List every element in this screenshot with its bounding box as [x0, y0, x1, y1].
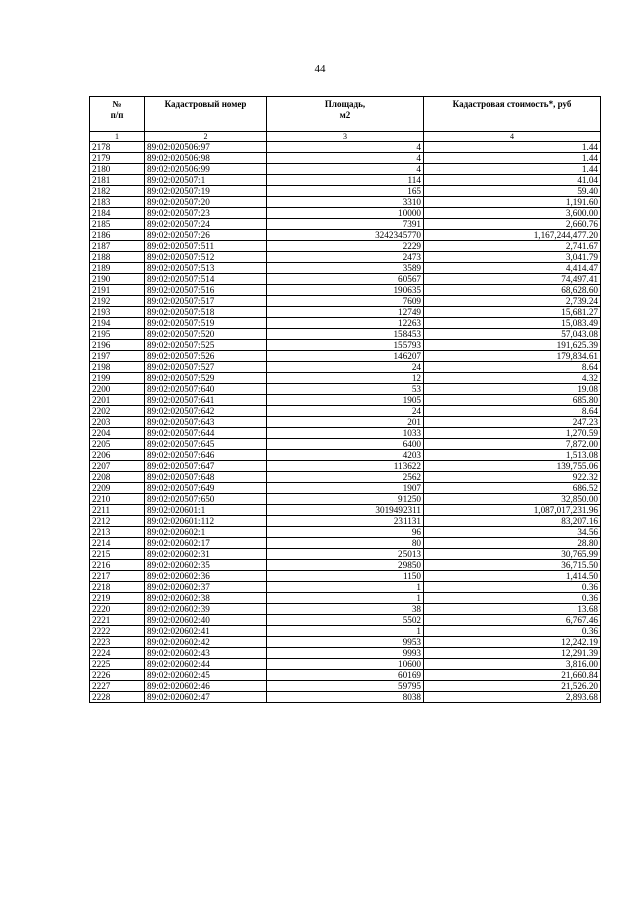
area-value: 1 — [267, 593, 424, 604]
row-number: 2195 — [90, 329, 145, 340]
row-number: 2218 — [90, 582, 145, 593]
row-number: 2206 — [90, 450, 145, 461]
cadastral-number: 89:02:020602:36 — [145, 571, 267, 582]
cadastral-number: 89:02:020602:41 — [145, 626, 267, 637]
row-number: 2223 — [90, 637, 145, 648]
cadastral-value: 2,739.24 — [424, 296, 601, 307]
cadastral-value: 34.56 — [424, 527, 601, 538]
table-row — [90, 197, 601, 208]
row-number: 2215 — [90, 549, 145, 560]
cadastral-value: 15,681.27 — [424, 307, 601, 318]
row-number: 2219 — [90, 593, 145, 604]
table-row — [90, 153, 601, 164]
row-number: 2199 — [90, 373, 145, 384]
area-value: 165 — [267, 186, 424, 197]
table-row — [90, 186, 601, 197]
cadastral-value: 2,660.76 — [424, 219, 601, 230]
cadastral-number: 89:02:020601:112 — [145, 516, 267, 527]
cadastral-value: 191,625.39 — [424, 340, 601, 351]
area-value: 96 — [267, 527, 424, 538]
area-value: 1033 — [267, 428, 424, 439]
cadastral-number: 89:02:020507:527 — [145, 362, 267, 373]
cadastral-value: 4,414.47 — [424, 263, 601, 274]
row-number: 2204 — [90, 428, 145, 439]
table-row — [90, 615, 601, 626]
cadastral-value: 3,600.00 — [424, 208, 601, 219]
area-value: 146207 — [267, 351, 424, 362]
table-row — [90, 571, 601, 582]
cadastral-number: 89:02:020602:31 — [145, 549, 267, 560]
table-row — [90, 208, 601, 219]
area-value: 10000 — [267, 208, 424, 219]
cadastral-value: 0.36 — [424, 582, 601, 593]
cadastral-number: 89:02:020507:520 — [145, 329, 267, 340]
column-number: 1 — [90, 132, 145, 142]
cadastral-number: 89:02:020507:526 — [145, 351, 267, 362]
table-row — [90, 648, 601, 659]
row-number: 2207 — [90, 461, 145, 472]
cadastral-number: 89:02:020507:516 — [145, 285, 267, 296]
table-row — [90, 406, 601, 417]
cadastral-value: 1.44 — [424, 153, 601, 164]
table-row — [90, 175, 601, 186]
cadastral-number: 89:02:020506:97 — [145, 142, 267, 153]
row-number: 2203 — [90, 417, 145, 428]
row-number: 2193 — [90, 307, 145, 318]
area-value: 7609 — [267, 296, 424, 307]
cadastral-value: 8.64 — [424, 406, 601, 417]
row-number: 2192 — [90, 296, 145, 307]
header-cadastral-value: Кадастровая стоимость*, руб — [424, 97, 601, 132]
area-value: 3310 — [267, 197, 424, 208]
table-row — [90, 670, 601, 681]
cadastral-number: 89:02:020507:647 — [145, 461, 267, 472]
cadastral-number: 89:02:020507:648 — [145, 472, 267, 483]
row-number: 2202 — [90, 406, 145, 417]
cadastral-number: 89:02:020507:643 — [145, 417, 267, 428]
area-value: 38 — [267, 604, 424, 615]
cadastral-number: 89:02:020507:1 — [145, 175, 267, 186]
cadastral-number: 89:02:020507:517 — [145, 296, 267, 307]
cadastral-number: 89:02:020507:644 — [145, 428, 267, 439]
row-number: 2216 — [90, 560, 145, 571]
table-row — [90, 604, 601, 615]
cadastral-number: 89:02:020507:646 — [145, 450, 267, 461]
cadastral-number: 89:02:020507:642 — [145, 406, 267, 417]
cadastral-value: 3,816.00 — [424, 659, 601, 670]
area-value: 4 — [267, 142, 424, 153]
cadastral-value: 1,270.59 — [424, 428, 601, 439]
column-number-row — [90, 132, 601, 142]
area-value: 25013 — [267, 549, 424, 560]
table-row — [90, 483, 601, 494]
cadastral-value: 21,526.20 — [424, 681, 601, 692]
cadastral-value: 179,834.61 — [424, 351, 601, 362]
row-number: 2180 — [90, 164, 145, 175]
area-value: 201 — [267, 417, 424, 428]
cadastral-value: 30,765.99 — [424, 549, 601, 560]
cadastral-number: 89:02:020602:45 — [145, 670, 267, 681]
table-row — [90, 384, 601, 395]
area-value: 24 — [267, 362, 424, 373]
cadastral-value: 8.64 — [424, 362, 601, 373]
cadastral-value: 57,043.08 — [424, 329, 601, 340]
cadastral-value: 247.23 — [424, 417, 601, 428]
table-row — [90, 142, 601, 153]
table-row — [90, 593, 601, 604]
area-value: 4 — [267, 153, 424, 164]
area-value: 60567 — [267, 274, 424, 285]
cadastral-value: 12,291.39 — [424, 648, 601, 659]
cadastral-number: 89:02:020602:37 — [145, 582, 267, 593]
cadastral-number: 89:02:020507:23 — [145, 208, 267, 219]
row-number: 2220 — [90, 604, 145, 615]
cadastral-number: 89:02:020507:640 — [145, 384, 267, 395]
table-row — [90, 164, 601, 175]
table-row — [90, 560, 601, 571]
row-number: 2205 — [90, 439, 145, 450]
area-value: 10600 — [267, 659, 424, 670]
row-number: 2226 — [90, 670, 145, 681]
area-value: 1907 — [267, 483, 424, 494]
row-number: 2222 — [90, 626, 145, 637]
cadastral-number: 89:02:020507:641 — [145, 395, 267, 406]
cadastral-number: 89:02:020507:26 — [145, 230, 267, 241]
area-value: 158453 — [267, 329, 424, 340]
table-row — [90, 417, 601, 428]
area-value: 1 — [267, 582, 424, 593]
row-number: 2191 — [90, 285, 145, 296]
cadastral-value: 28.80 — [424, 538, 601, 549]
row-number: 2213 — [90, 527, 145, 538]
row-number: 2186 — [90, 230, 145, 241]
row-number: 2189 — [90, 263, 145, 274]
row-number: 2194 — [90, 318, 145, 329]
area-value: 12749 — [267, 307, 424, 318]
table-row — [90, 681, 601, 692]
cadastral-value: 922.32 — [424, 472, 601, 483]
area-value: 3019492311 — [267, 505, 424, 516]
row-number: 2210 — [90, 494, 145, 505]
cadastral-value: 19.08 — [424, 384, 601, 395]
table-row — [90, 230, 601, 241]
cadastral-value: 7,872.00 — [424, 439, 601, 450]
area-value: 53 — [267, 384, 424, 395]
area-value: 1150 — [267, 571, 424, 582]
cadastral-table — [89, 96, 601, 703]
cadastral-value: 0.36 — [424, 626, 601, 637]
row-number: 2217 — [90, 571, 145, 582]
row-number: 2208 — [90, 472, 145, 483]
area-value: 190635 — [267, 285, 424, 296]
area-value: 29850 — [267, 560, 424, 571]
column-number: 2 — [145, 132, 267, 142]
table-row — [90, 340, 601, 351]
cadastral-value: 139,755.06 — [424, 461, 601, 472]
table-row — [90, 318, 601, 329]
cadastral-number: 89:02:020507:650 — [145, 494, 267, 505]
row-number: 2209 — [90, 483, 145, 494]
area-value: 9993 — [267, 648, 424, 659]
row-number: 2200 — [90, 384, 145, 395]
row-number: 2212 — [90, 516, 145, 527]
cadastral-number: 89:02:020602:43 — [145, 648, 267, 659]
area-value: 60169 — [267, 670, 424, 681]
row-number: 2178 — [90, 142, 145, 153]
table-row — [90, 659, 601, 670]
cadastral-value: 59.40 — [424, 186, 601, 197]
table-row — [90, 285, 601, 296]
table-row — [90, 626, 601, 637]
cadastral-number: 89:02:020602:35 — [145, 560, 267, 571]
cadastral-value: 1,414.50 — [424, 571, 601, 582]
page-number: 44 — [314, 63, 326, 75]
cadastral-value: 4.32 — [424, 373, 601, 384]
row-number: 2227 — [90, 681, 145, 692]
table-row — [90, 395, 601, 406]
cadastral-number: 89:02:020507:645 — [145, 439, 267, 450]
cadastral-number: 89:02:020507:513 — [145, 263, 267, 274]
cadastral-number: 89:02:020601:1 — [145, 505, 267, 516]
cadastral-value: 1,513.08 — [424, 450, 601, 461]
cadastral-number: 89:02:020507:512 — [145, 252, 267, 263]
area-value: 24 — [267, 406, 424, 417]
area-value: 9953 — [267, 637, 424, 648]
cadastral-value: 2,741.67 — [424, 241, 601, 252]
table-row — [90, 307, 601, 318]
cadastral-value: 685.80 — [424, 395, 601, 406]
cadastral-value: 36,715.50 — [424, 560, 601, 571]
cadastral-value: 32,850.00 — [424, 494, 601, 505]
row-number: 2183 — [90, 197, 145, 208]
table-row — [90, 494, 601, 505]
table-row — [90, 692, 601, 703]
area-value: 5502 — [267, 615, 424, 626]
cadastral-value: 74,497.41 — [424, 274, 601, 285]
cadastral-number: 89:02:020507:649 — [145, 483, 267, 494]
area-value: 114 — [267, 175, 424, 186]
area-value: 12263 — [267, 318, 424, 329]
table-row — [90, 329, 601, 340]
cadastral-value: 6,767.46 — [424, 615, 601, 626]
area-value: 113622 — [267, 461, 424, 472]
cadastral-number: 89:02:020507:529 — [145, 373, 267, 384]
row-number: 2197 — [90, 351, 145, 362]
area-value: 2229 — [267, 241, 424, 252]
table-row — [90, 263, 601, 274]
cadastral-number: 89:02:020507:518 — [145, 307, 267, 318]
row-number: 2184 — [90, 208, 145, 219]
area-value: 8038 — [267, 692, 424, 703]
table-row — [90, 351, 601, 362]
table-header-row — [90, 97, 601, 132]
cadastral-value: 15,083.49 — [424, 318, 601, 329]
cadastral-number: 89:02:020602:46 — [145, 681, 267, 692]
area-value: 3242345770 — [267, 230, 424, 241]
area-value: 80 — [267, 538, 424, 549]
row-number: 2228 — [90, 692, 145, 703]
row-number: 2182 — [90, 186, 145, 197]
area-value: 12 — [267, 373, 424, 384]
cadastral-value: 12,242.19 — [424, 637, 601, 648]
table-row — [90, 428, 601, 439]
cadastral-number: 89:02:020507:511 — [145, 241, 267, 252]
table-row — [90, 538, 601, 549]
table-row — [90, 472, 601, 483]
cadastral-number: 89:02:020507:525 — [145, 340, 267, 351]
cadastral-value: 1.44 — [424, 142, 601, 153]
cadastral-value: 21,660.84 — [424, 670, 601, 681]
table-row — [90, 461, 601, 472]
area-value: 155793 — [267, 340, 424, 351]
cadastral-value: 83,207.16 — [424, 516, 601, 527]
row-number: 2181 — [90, 175, 145, 186]
column-number: 3 — [267, 132, 424, 142]
cadastral-number: 89:02:020602:1 — [145, 527, 267, 538]
header-row-number: № п/п — [90, 97, 145, 132]
cadastral-value: 686.52 — [424, 483, 601, 494]
table-body — [90, 142, 601, 703]
table-row — [90, 274, 601, 285]
column-number: 4 — [424, 132, 601, 142]
row-number: 2188 — [90, 252, 145, 263]
row-number: 2201 — [90, 395, 145, 406]
cadastral-value: 1,087,017,231.96 — [424, 505, 601, 516]
cadastral-value: 68,628.60 — [424, 285, 601, 296]
table-row — [90, 582, 601, 593]
cadastral-value: 13.68 — [424, 604, 601, 615]
cadastral-value: 2,893.68 — [424, 692, 601, 703]
cadastral-number: 89:02:020602:42 — [145, 637, 267, 648]
area-value: 2473 — [267, 252, 424, 263]
cadastral-value: 1,167,244,477.20 — [424, 230, 601, 241]
table-row — [90, 505, 601, 516]
cadastral-number: 89:02:020507:514 — [145, 274, 267, 285]
cadastral-value: 1,191.60 — [424, 197, 601, 208]
cadastral-number: 89:02:020506:98 — [145, 153, 267, 164]
area-value: 231131 — [267, 516, 424, 527]
area-value: 4 — [267, 164, 424, 175]
cadastral-value: 0.36 — [424, 593, 601, 604]
header-area: Площадь, м2 — [267, 97, 424, 132]
row-number: 2198 — [90, 362, 145, 373]
row-number: 2196 — [90, 340, 145, 351]
area-value: 6400 — [267, 439, 424, 450]
table-row — [90, 637, 601, 648]
cadastral-value: 41.04 — [424, 175, 601, 186]
table-row — [90, 241, 601, 252]
row-number: 2225 — [90, 659, 145, 670]
row-number: 2185 — [90, 219, 145, 230]
cadastral-number: 89:02:020507:24 — [145, 219, 267, 230]
area-value: 4203 — [267, 450, 424, 461]
area-value: 59795 — [267, 681, 424, 692]
area-value: 2562 — [267, 472, 424, 483]
header-cadastral-number: Кадастровый номер — [145, 97, 267, 132]
row-number: 2211 — [90, 505, 145, 516]
area-value: 91250 — [267, 494, 424, 505]
row-number: 2214 — [90, 538, 145, 549]
table-row — [90, 252, 601, 263]
cadastral-number: 89:02:020507:519 — [145, 318, 267, 329]
table-row — [90, 450, 601, 461]
table-row — [90, 373, 601, 384]
row-number: 2221 — [90, 615, 145, 626]
area-value: 3589 — [267, 263, 424, 274]
cadastral-number: 89:02:020602:44 — [145, 659, 267, 670]
table-row — [90, 549, 601, 560]
cadastral-number: 89:02:020507:19 — [145, 186, 267, 197]
cadastral-value: 1.44 — [424, 164, 601, 175]
cadastral-number: 89:02:020506:99 — [145, 164, 267, 175]
row-number: 2224 — [90, 648, 145, 659]
row-number: 2187 — [90, 241, 145, 252]
table-row — [90, 439, 601, 450]
area-value: 7391 — [267, 219, 424, 230]
cadastral-number: 89:02:020602:38 — [145, 593, 267, 604]
table-row — [90, 527, 601, 538]
table-row — [90, 296, 601, 307]
row-number: 2179 — [90, 153, 145, 164]
area-value: 1905 — [267, 395, 424, 406]
cadastral-number: 89:02:020602:40 — [145, 615, 267, 626]
table-row — [90, 219, 601, 230]
cadastral-number: 89:02:020602:17 — [145, 538, 267, 549]
cadastral-number: 89:02:020507:20 — [145, 197, 267, 208]
row-number: 2190 — [90, 274, 145, 285]
cadastral-value: 3,041.79 — [424, 252, 601, 263]
table-row — [90, 516, 601, 527]
area-value: 1 — [267, 626, 424, 637]
cadastral-number: 89:02:020602:39 — [145, 604, 267, 615]
table-row — [90, 362, 601, 373]
cadastral-number: 89:02:020602:47 — [145, 692, 267, 703]
